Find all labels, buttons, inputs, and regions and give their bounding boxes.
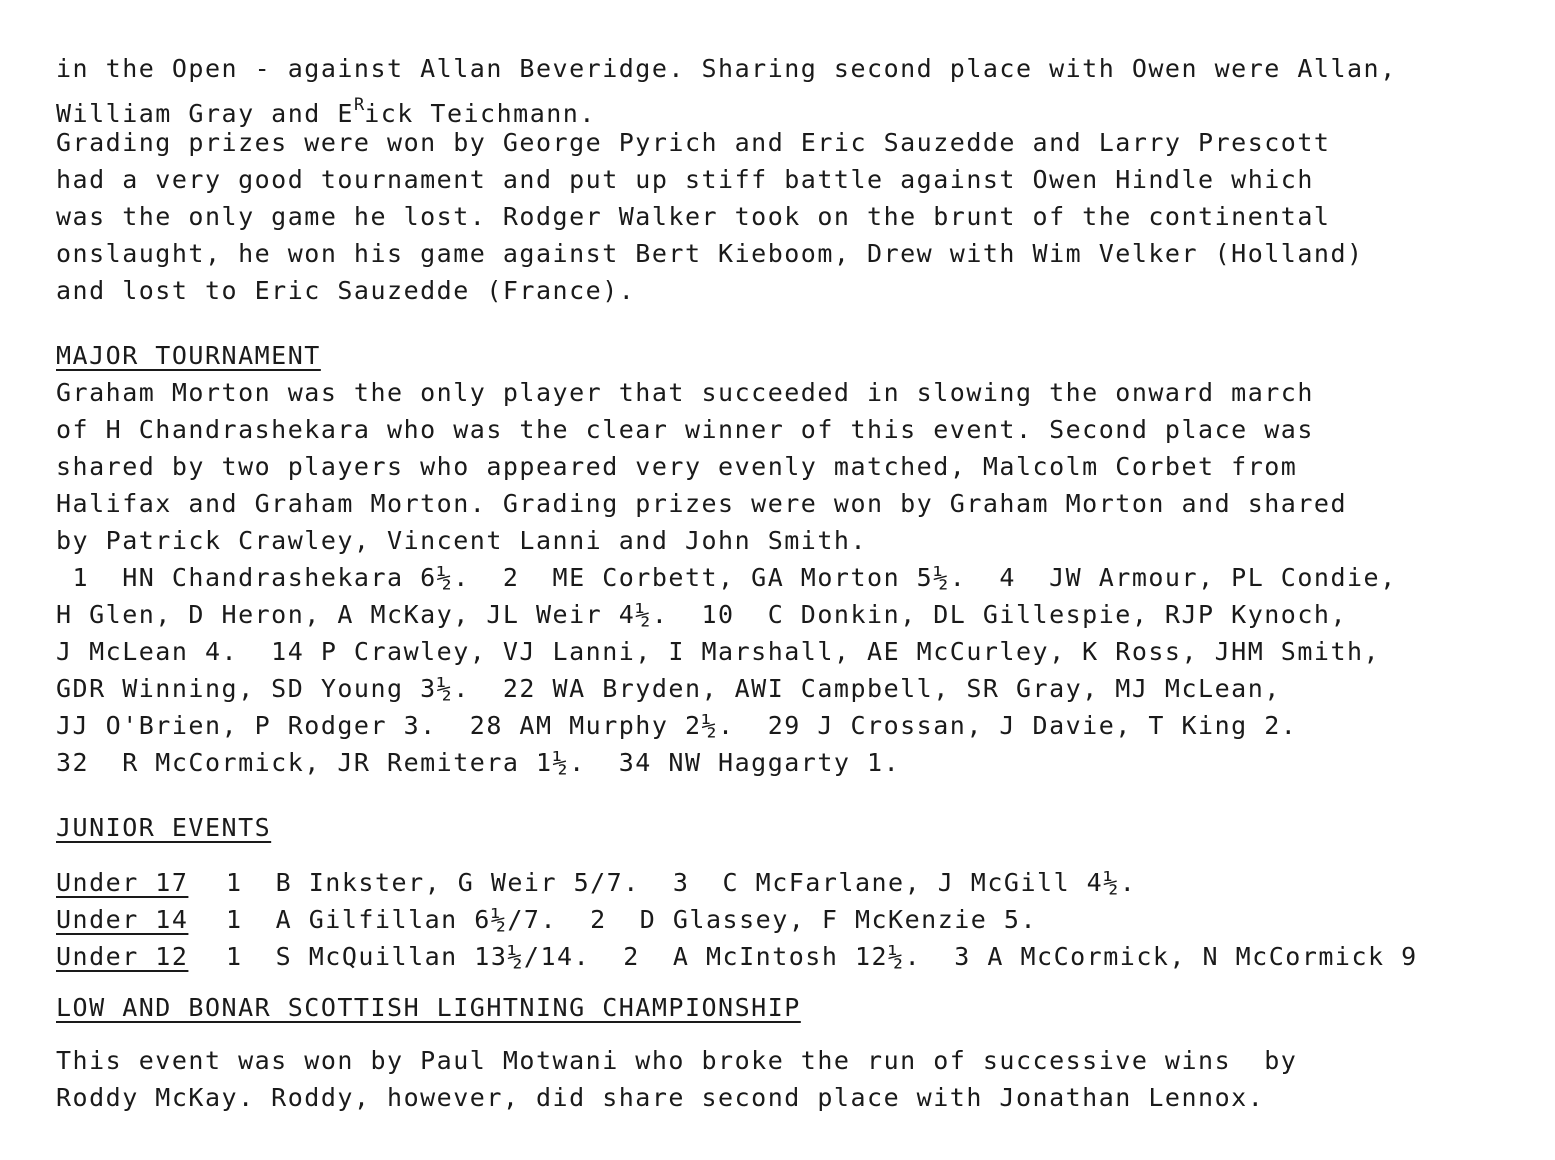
results-line: J McLean 4. 14 P Crawley, VJ Lanni, I Marshall, AE McCurley, K Ross, JHM Smith,: [56, 637, 1381, 666]
lightning-heading: LOW AND BONAR SCOTTISH LIGHTNING CHAMPIONSHIP: [56, 993, 801, 1022]
junior-result-row: [56, 901, 1546, 938]
major-section: [56, 337, 1546, 781]
results-line: GDR Winning, SD Young 3½. 22 WA Bryden, AWI Campbell, SR Gray, MJ McLean,: [56, 674, 1281, 703]
junior-result-row: [56, 864, 1546, 901]
paragraph-line: of H Chandrashekara who was the clear winner of this event. Second place was: [56, 415, 1314, 444]
paragraph-line: shared by two players who appeared very evenly matched, Malcolm Corbet from: [56, 452, 1298, 481]
spacer: [56, 846, 1546, 864]
results-line: 1 HN Chandrashekara 6½. 2 ME Corbett, GA Morton 5½. 4 JW Armour, PL Condie,: [56, 563, 1397, 592]
paragraph-line: by Patrick Crawley, Vincent Lanni and John Smith.: [56, 526, 868, 555]
junior-result-row: [56, 938, 1546, 975]
paragraph-line: onslaught, he won his game against Bert Kieboom, Drew with Wim Velker (Holland): [56, 239, 1364, 268]
lightning-section: [56, 989, 1546, 1116]
junior-result-text: 1 B Inkster, G Weir 5/7. 3 C McFarlane, J McGill 4½.: [226, 868, 1137, 897]
line-text: ick Teichmann.: [364, 99, 596, 128]
results-line: JJ O'Brien, P Rodger 3. 28 AM Murphy 2½. 29 J Crossan, J Davie, T King 2.: [56, 711, 1298, 740]
line-text: William Gray and E: [56, 99, 354, 128]
paragraph-line: This event was won by Paul Motwani who broke the run of successive wins by: [56, 1046, 1298, 1075]
major-heading: MAJOR TOURNAMENT: [56, 341, 321, 370]
paragraph-line: [56, 87, 1546, 128]
junior-heading: JUNIOR EVENTS: [56, 813, 272, 842]
age-group-label: Under 14: [56, 905, 189, 934]
major-heading-row: [56, 337, 1546, 374]
junior-heading-row: [56, 809, 1546, 846]
paragraph-line: and lost to Eric Sauzedde (France).: [56, 276, 636, 305]
junior-section: [56, 809, 1546, 975]
paragraph-line: Roddy McKay. Roddy, however, did share second place with Jonathan Lennox.: [56, 1083, 1265, 1112]
paragraph-line: had a very good tournament and put up stiff battle against Owen Hindle which: [56, 165, 1314, 194]
lightning-heading-row: [56, 989, 1546, 1026]
age-group-label: Under 17: [56, 868, 189, 897]
results-line: 32 R McCormick, JR Remitera 1½. 34 NW Haggarty 1.: [56, 748, 901, 777]
document-page: [56, 50, 1546, 1116]
paragraph-line: Graham Morton was the only player that succeeded in slowing the onward march: [56, 378, 1314, 407]
open-section: [56, 50, 1546, 309]
superscript-correction: R: [353, 95, 365, 115]
junior-result-text: 1 A Gilfillan 6½/7. 2 D Glassey, F McKenzie 5.: [226, 905, 1038, 934]
paragraph-line: Grading prizes were won by George Pyrich and Eric Sauzedde and Larry Prescott: [56, 128, 1331, 157]
paragraph-line: in the Open - against Allan Beveridge. Sharing second place with Owen were Allan,: [56, 54, 1397, 83]
paragraph-line: was the only game he lost. Rodger Walker took on the brunt of the continental: [56, 202, 1331, 231]
spacer: [56, 1026, 1546, 1042]
results-line: H Glen, D Heron, A McKay, JL Weir 4½. 10 C Donkin, DL Gillespie, RJP Kynoch,: [56, 600, 1347, 629]
paragraph-line: Halifax and Graham Morton. Grading prizes were won by Graham Morton and shared: [56, 489, 1347, 518]
age-group-label: Under 12: [56, 942, 189, 971]
junior-result-text: 1 S McQuillan 13½/14. 2 A McIntosh 12½. 3 A McCormick, N McCormick 9: [226, 942, 1418, 971]
